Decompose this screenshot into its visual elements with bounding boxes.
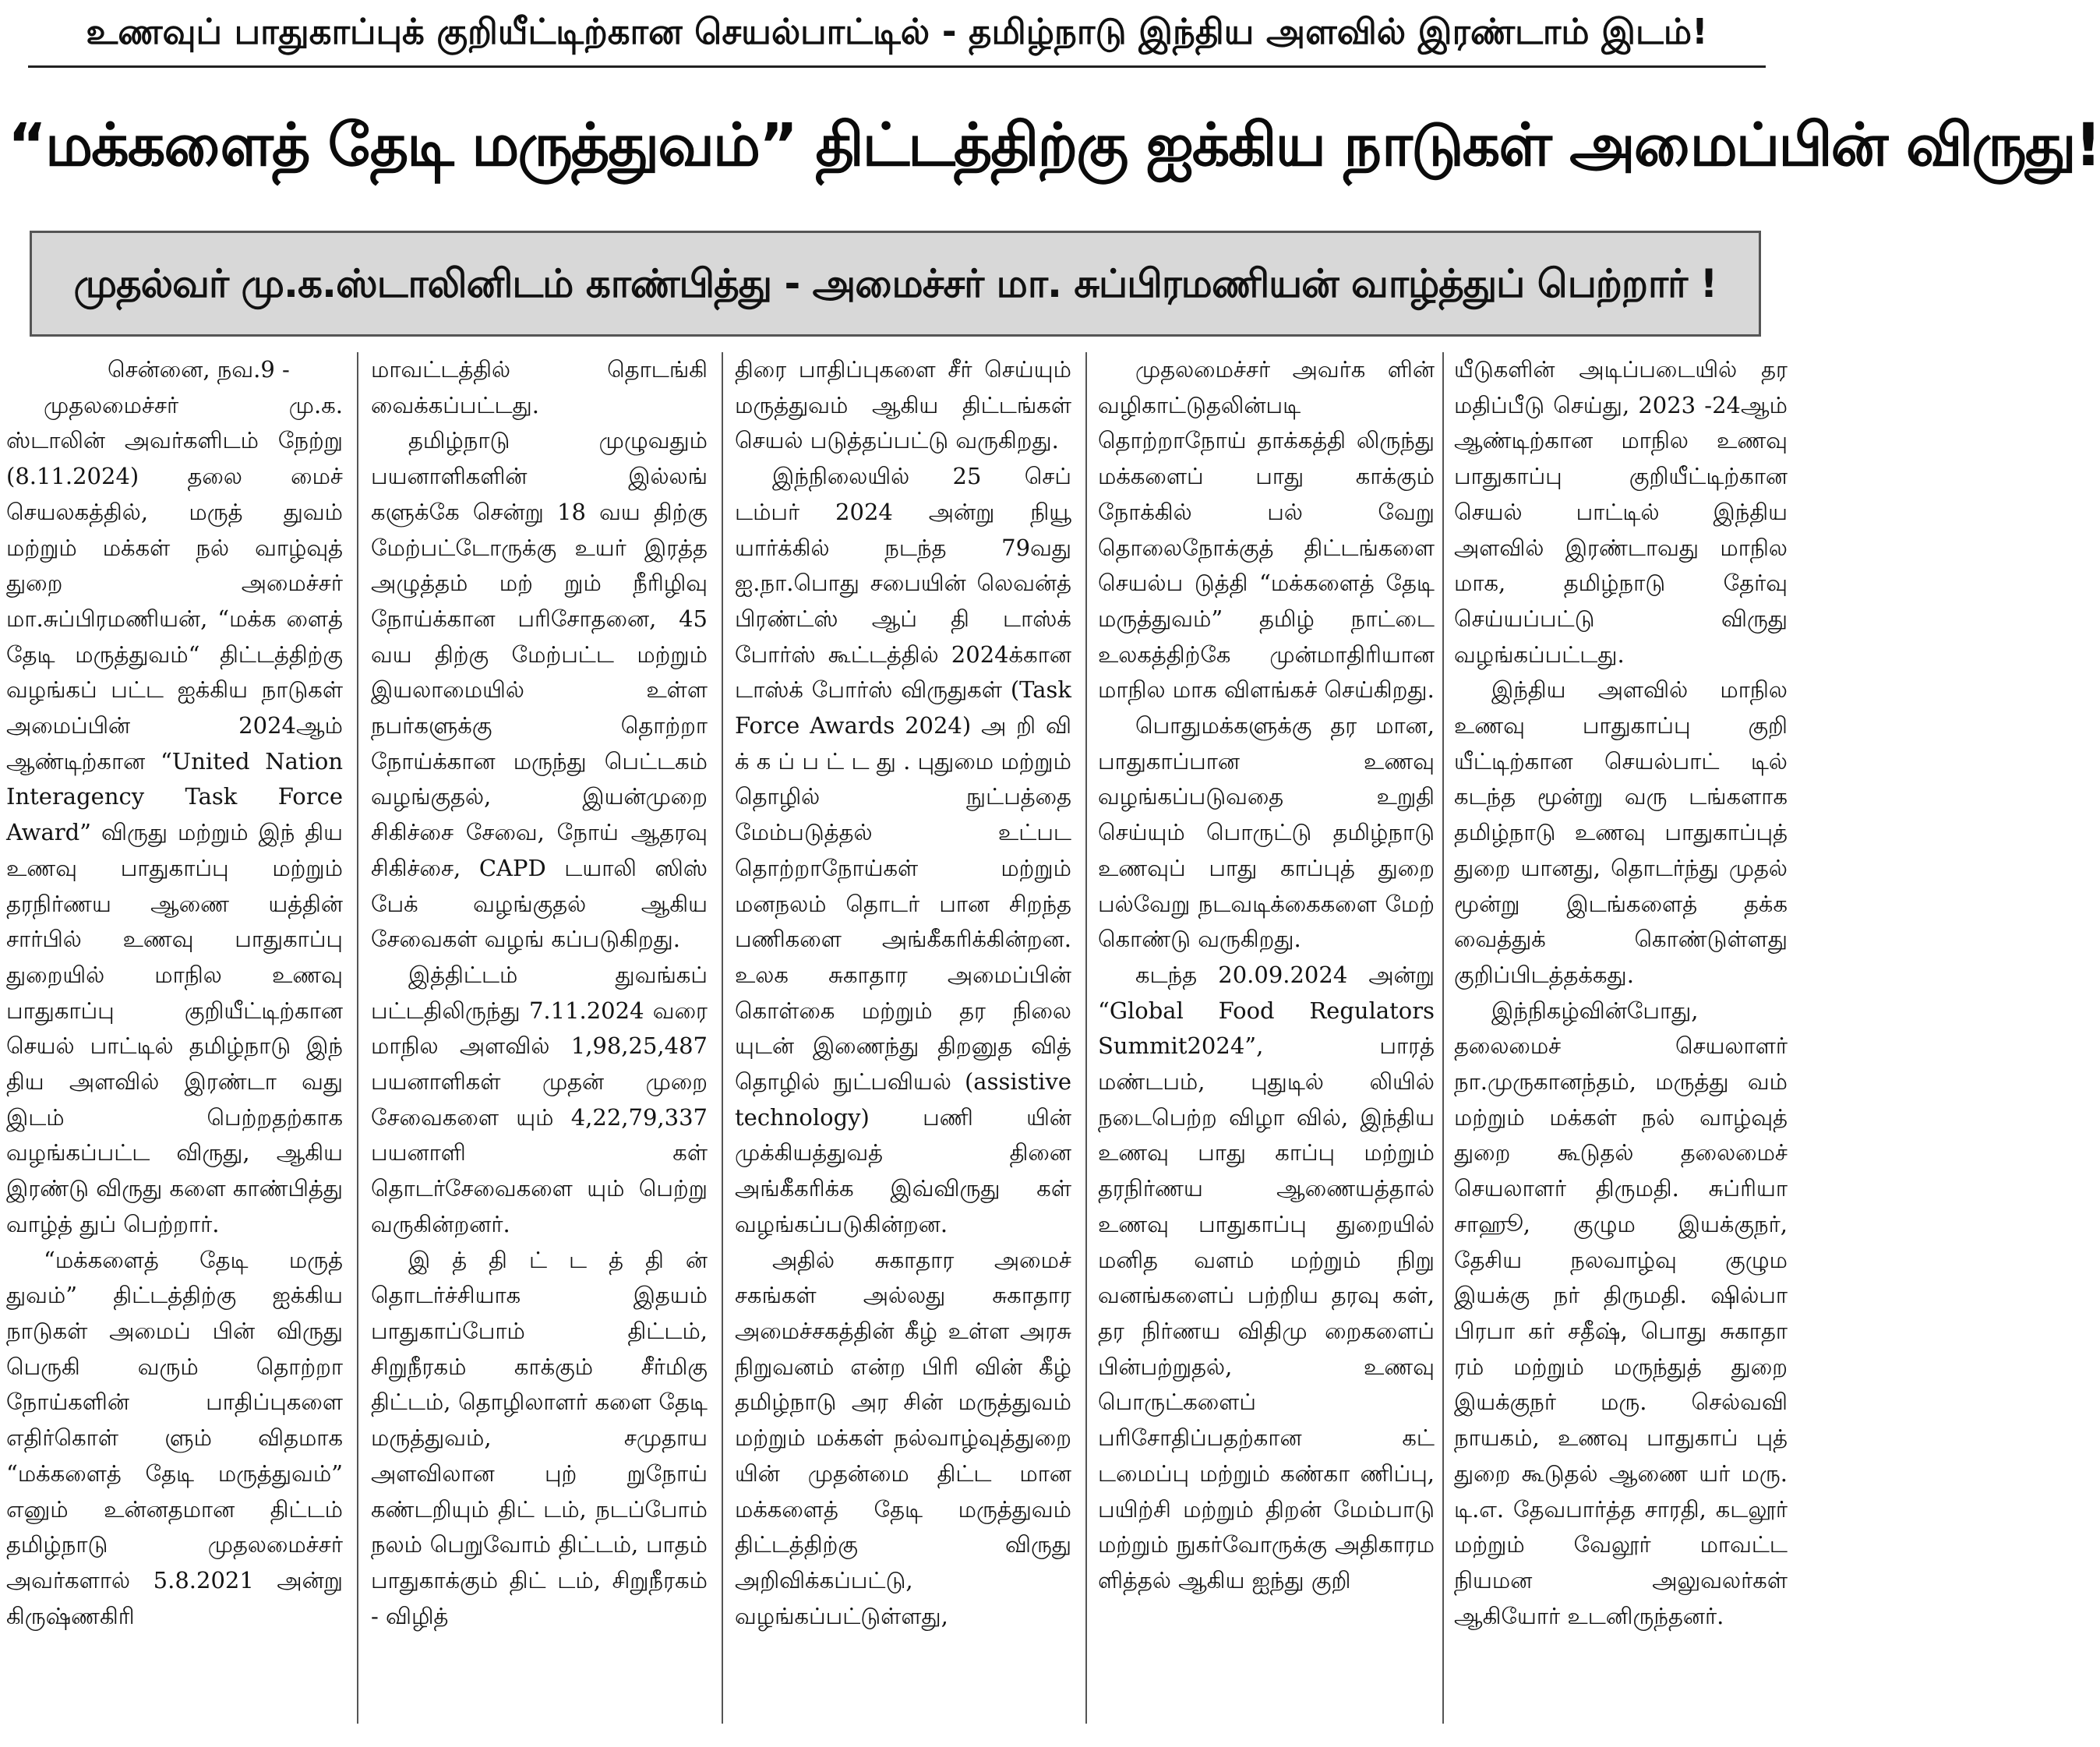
paragraph: இந்நிலையில் 25 செப் டம்பர் 2024 அன்று நியூ யார்க்கில் நடந்த 79வது ஐ.நா.பொது சபையின் லெவன்த் பிரண்ட்ஸ் ஆப் தி டாஸ்க் போர்ஸ் கூட்டத்தில் 2024க்கான டாஸ்க் போர்ஸ் விருதுகள் (Task Force Awards 2024) அ றி வி க் க ப் ப ட் ட து . புதுமை மற்றும் தொழில் நுட்பத்தை மேம்படுத்தல் உட்பட தொற்றாநோய்கள் மற்றும் மனநலம் தொடர் பான சிறந்த பணிகளை அங்கீகரிக்கின்றன. உலக சுகாதார அமைப்பின் கொள்கை மற்றும் தர நிலை யுடன் இணைந்து திறனுத வித் தொழில் நுட்பவியல் (assistive technology) பணி யின் முக்கியத்துவத் தினை அங்கீகரிக்க இவ்விருது கள் வழங்கப்படுகின்றன. <box>735 463 1071 1237</box>
paragraph: “மக்களைத் தேடி மருத் துவம்” திட்டத்திற்கு ஐக்கிய நாடுகள் அமைப் பின் விருது பெருகி வரும் தொற்றா நோய்களின் பாதிப்புகளை எதிர்கொள் ளும் விதமாக “மக்களைத் தேடி மருத்துவம்” எனும் உன்னதமான திட்டம் தமிழ்நாடு முதலமைச்சர் அவர்களால் 5.8.2021 அன்று கிருஷ்ணகிரி <box>6 1246 343 1629</box>
kicker-headline: உணவுப் பாதுகாப்புக் குறியீட்டிற்கான செயல்பாட்டில் - தமிழ்நாடு இந்திய அளவில் இரண்டாம் இடம்! <box>86 11 1708 52</box>
paragraph: முதலமைச்சர் மு.க. ஸ்டாலின் அவர்களிடம் நேற்று (8.11.2024) தலை மைச் செயலகத்தில், மருத் துவம் மற்றும் மக்கள் நல் வாழ்வுத் துறை அமைச்சர் மா.சுப்பிரமணியன், “மக்க ளைத் தேடி மருத்துவம்“ திட்டத்திற்கு வழங்கப் பட்ட ஐக்கிய நாடுகள் அமைப்பின் 2024ஆம் ஆண்டிற்கான “United Nation Interagency Task Force Award” விருது மற்றும் இந் திய உணவு பாதுகாப்பு மற்றும் தரநிர்ணய ஆணை யத்தின் சார்பில் உணவு பாதுகாப்பு துறையில் மாநில உணவு பாதுகாப்பு குறியீட்டிற்கான செயல் பாட்டில் தமிழ்நாடு இந் திய அளவில் இரண்டா வது இடம் பெற்றதற்காக வழங்கப்பட்ட விருது, ஆகிய இரண்டு விருது களை காண்பித்து வாழ்த் துப் பெற்றார். <box>6 391 343 1237</box>
paragraph: பொதுமக்களுக்கு தர மான, பாதுகாப்பான உணவு வழங்கப்படுவதை உறுதி செய்யும் பொருட்டு தமிழ்நாடு உணவுப் பாது காப்புத் துறை பல்வேறு நடவடிக்கைகளை மேற் கொண்டு வருகிறது. <box>1098 712 1435 953</box>
dateline: சென்னை, நவ.9 - <box>108 356 290 383</box>
paragraph: தமிழ்நாடு முழுவதும் பயனாளிகளின் இல்லங் களுக்கே சென்று 18 வய திற்கு மேற்பட்டோருக்கு உயர் இரத்த அழுத்தம் மற் றும் நீரிழிவு நோய்க்கான பரிசோதனை, 45 வய திற்கு மேற்பட்ட மற்றும் இயலாமையில் உள்ள நபர்களுக்கு தொற்றா நோய்க்கான மருந்து பெட்டகம் வழங்குதல், இயன்முறை சிகிச்சை சேவை, நோய் ஆதரவு சிகிச்சை, CAPD டயாலி ஸிஸ் பேக் வழங்குதல் ஆகிய சேவைகள் வழங் கப்படுகிறது. <box>371 427 708 953</box>
subheadline: முதல்வர் மு.க.ஸ்டாலினிடம் காண்பித்து - அமைச்சர் மா. சுப்பிரமணியன் வாழ்த்துப் பெற்றார் ! <box>73 261 1717 306</box>
paragraph: இத்திட்டம் துவங்கப் பட்டதிலிருந்து 7.11.2024 வரை மாநில அளவில் 1,98,25,487 பயனாளிகள் முதன் முறை சேவைகளை யும் 4,22,79,337 பயனாளி கள் தொடர்சேவைகளை யும் பெற்று வருகின்றனர். <box>371 961 708 1237</box>
article-column-3 <box>735 352 1071 1724</box>
article-body <box>6 352 1788 1724</box>
column-divider <box>1442 352 1444 1724</box>
column-divider <box>1085 352 1087 1724</box>
main-headline: “மக்களைத் தேடி மருத்துவம்” திட்டத்திற்கு ஐக்கிய நாடுகள் அமைப்பின் விருது! <box>8 110 2100 179</box>
paragraph: திரை பாதிப்புகளை சீர் செய்யும் மருத்துவம் ஆகிய திட்டங்கள் செயல் படுத்தப்பட்டு வருகிறது. <box>735 356 1071 454</box>
subheadline-box <box>30 231 1761 337</box>
column-divider <box>357 352 358 1724</box>
column-divider <box>722 352 723 1724</box>
paragraph: யீடுகளின் அடிப்படையில் தர மதிப்பீடு செய்து, 2023 -24ஆம் ஆண்டிற்கான மாநில உணவு பாதுகாப்பு குறியீட்டிற்கான செயல் பாட்டில் இந்திய அளவில் இரண்டாவது மாநில மாக, தமிழ்நாடு தேர்வு செய்யப்பட்டு விருது வழங்கப்பட்டது. <box>1454 356 1788 668</box>
paragraph: அதில் சுகாதார அமைச் சகங்கள் அல்லது சுகாதார அமைச்சகத்தின் கீழ் உள்ள அரசு நிறுவனம் என்ற பிரி வின் கீழ் தமிழ்நாடு அர சின் மருத்துவம் மற்றும் மக்கள் நல்வாழ்வுத்துறை யின் முதன்மை திட்ட மான மக்களைத் தேடி மருத்துவம் திட்டத்திற்கு விருது அறிவிக்கப்பட்டு, வழங்கப்பட்டுள்ளது, <box>735 1246 1071 1629</box>
paragraph: இ த் தி ட் ட த் தி ன் தொடர்ச்சியாக இதயம் பாதுகாப்போம் திட்டம், சிறுநீரகம் காக்கும் சீர்மிகு திட்டம், தொழிலாளர் களை தேடி மருத்துவம், சமுதாய அளவிலான புற் றுநோய் கண்டறியும் திட் டம், நடப்போம் நலம் பெறுவோம் திட்டம், பாதம் பாதுகாக்கும் திட் டம், சிறுநீரகம் - விழித் <box>371 1246 708 1629</box>
paragraph: இந்திய அளவில் மாநில உணவு பாதுகாப்பு குறி யீட்டிற்கான செயல்பாட் டில் கடந்த மூன்று வரு டங்களாக தமிழ்நாடு உணவு பாதுகாப்புத் துறை யானது, தொடர்ந்து முதல் மூன்று இடங்களைத் தக்க வைத்துக் கொண்டுள்ளது குறிப்பிடத்தக்கது. <box>1454 676 1788 988</box>
paragraph: மாவட்டத்தில் தொடங்கி வைக்கப்பட்டது. <box>371 356 708 418</box>
article-column-5 <box>1454 352 1788 1724</box>
article-column-1 <box>6 352 343 1724</box>
article-column-2 <box>371 352 708 1724</box>
article-column-4 <box>1098 352 1435 1724</box>
paragraph: இந்நிகழ்வின்போது, தலைமைச் செயலாளர் நா.முருகானந்தம், மருத்து வம் மற்றும் மக்கள் நல் வாழ்வுத் துறை கூடுதல் தலைமைச் செயலாளர் திருமதி. சுப்ரியா சாஹூ, குழும இயக்குநர், தேசிய நலவாழ்வு குழும இயக்கு நர் திருமதி. ஷில்பா பிரபா கர் சதீஷ், பொது சுகாதா ரம் மற்றும் மருந்துத் துறை இயக்குநர் மரு. செல்வவி நாயகம், உணவு பாதுகாப் புத் துறை கூடுதல் ஆணை யர் மரு. டி.எ. தேவபார்த்த சாரதி, கடலூர் மற்றும் வேலூர் மாவட்ட நியமன அலுவலர்கள் ஆகியோர் உடனிருந்தனர். <box>1454 997 1788 1629</box>
paragraph: முதலமைச்சர் அவர்க ளின் வழிகாட்டுதலின்படி தொற்றாநோய் தாக்கத்தி லிருந்து மக்களைப் பாது காக்கும் நோக்கில் பல் வேறு தொலைநோக்குத் திட்டங்களை செயல்ப டுத்தி “மக்களைத் தேடி மருத்துவம்” தமிழ் நாட்டை உலகத்திற்கே முன்மாதிரியான மாநில மாக விளங்கச் செய்கிறது. <box>1098 356 1435 704</box>
paragraph: கடந்த 20.09.2024 அன்று “Global Food Regulators Summit2024”, பாரத் மண்டபம், புதுடில் லியில் நடைபெற்ற விழா வில், இந்திய உணவு பாது காப்பு மற்றும் தரநிர்ணய ஆணையத்தால் உணவு பாதுகாப்பு துறையில் மனித வளம் மற்றும் நிறு வனங்களைப் பற்றிய தரவு கள், தர நிர்ணய விதிமு றைகளைப் பின்பற்றுதல், உணவு பொருட்களைப் பரிசோதிப்பதற்கான கட் டமைப்பு மற்றும் கண்கா ணிப்பு, பயிற்சி மற்றும் திறன் மேம்பாடு மற்றும் நுகர்வோருக்கு அதிகாரம ளித்தல் ஆகிய ஐந்து குறி <box>1098 961 1435 1593</box>
kicker-divider <box>28 65 1766 68</box>
